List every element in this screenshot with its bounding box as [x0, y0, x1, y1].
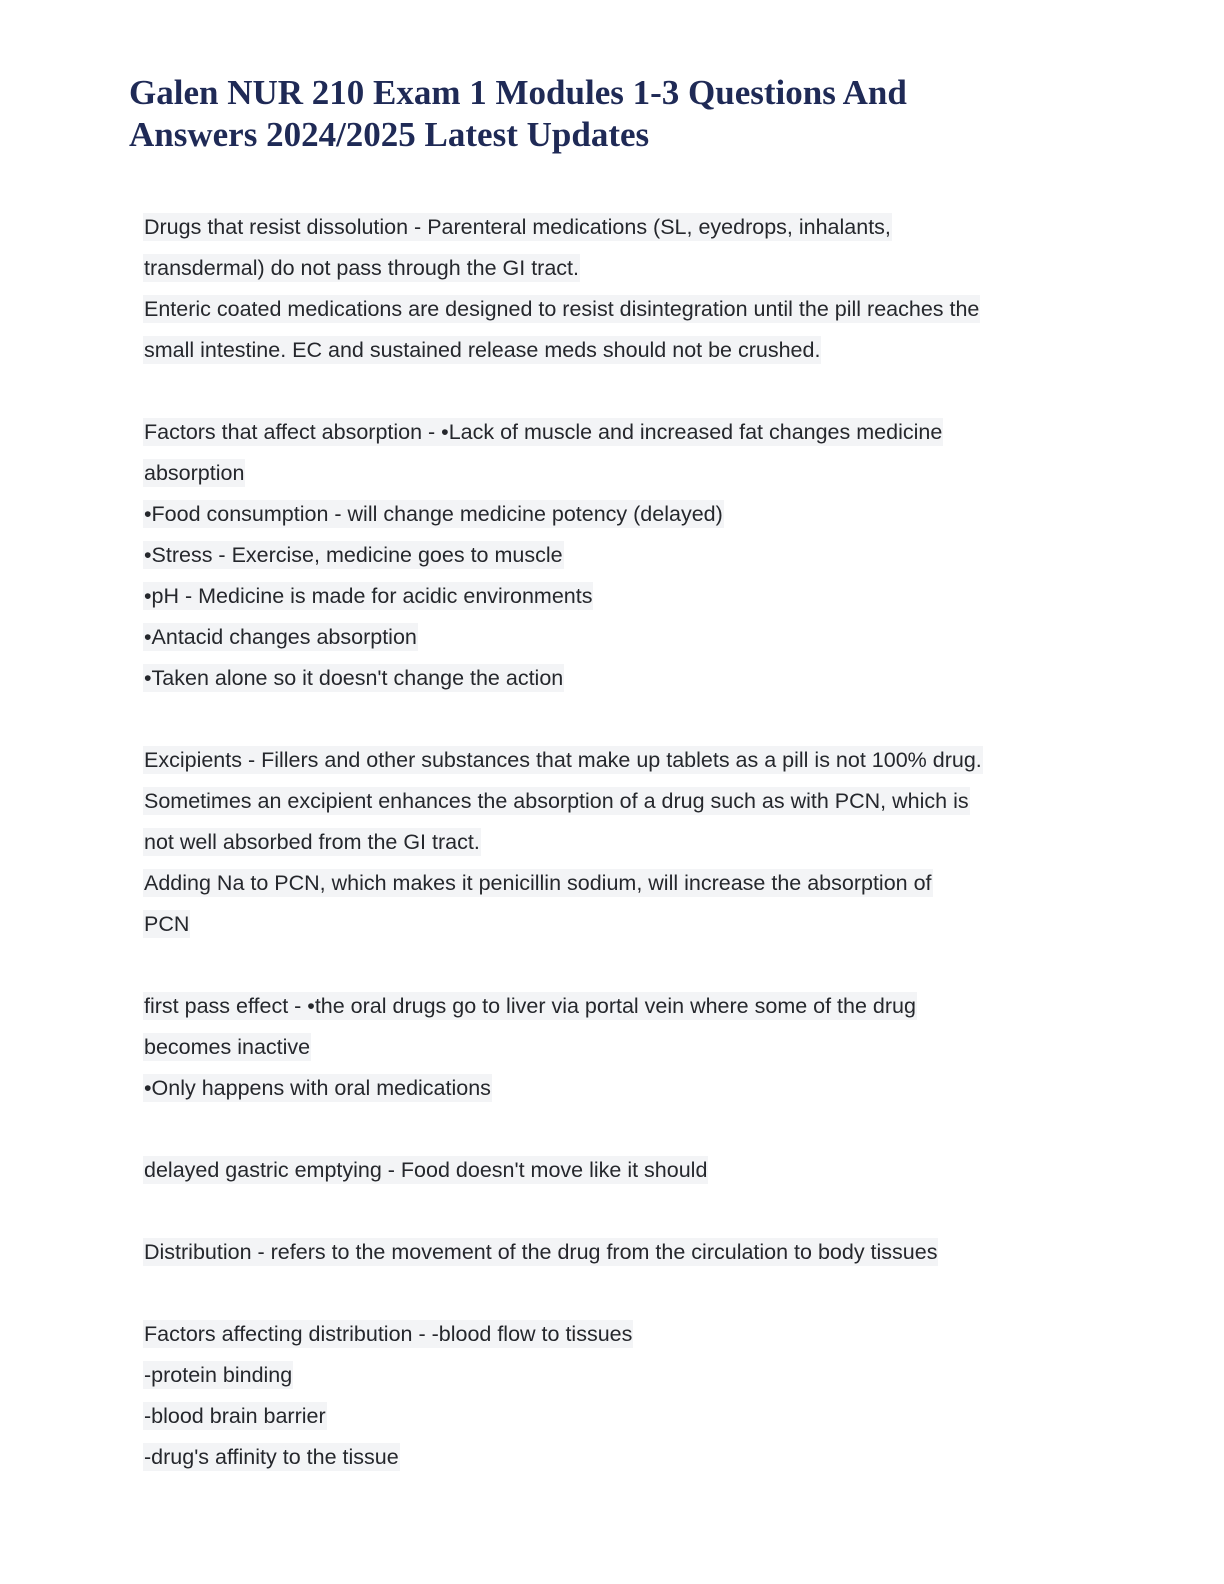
- qa-entry-absorption-factors: [143, 412, 1103, 699]
- entry-line: •Antacid changes absorption: [144, 625, 417, 649]
- entry-line: Factors affecting distribution - -blood flow to tissues: [144, 1322, 633, 1346]
- entry-line: Excipients - Fillers and other substances that make up tablets as a pill is not 100% drug.: [144, 748, 982, 772]
- entry-line: first pass effect - •the oral drugs go to liver via portal vein where some of the drug: [144, 994, 916, 1018]
- entry-line: •Taken alone so it doesn't change the action: [144, 666, 564, 690]
- entry-line: •Food consumption - will change medicine potency (delayed): [144, 502, 723, 526]
- entry-line: Sometimes an excipient enhances the absorption of a drug such as with PCN, which is: [144, 789, 969, 813]
- entry-line: Drugs that resist dissolution - Parenteral medications (SL, eyedrops, inhalants,: [144, 215, 891, 239]
- qa-entry-first-pass-effect: [143, 986, 1103, 1109]
- qa-entry-distribution-factors: [143, 1314, 1103, 1478]
- document-body: [143, 207, 1103, 1519]
- entry-line: •Stress - Exercise, medicine goes to muscle: [144, 543, 563, 567]
- entry-line: absorption: [144, 461, 245, 485]
- entry-line: small intestine. EC and sustained release meds should not be crushed.: [144, 338, 821, 362]
- qa-entry-distribution: [143, 1232, 1103, 1273]
- entry-line: -drug's affinity to the tissue: [144, 1445, 399, 1469]
- entry-line: Distribution - refers to the movement of the drug from the circulation to body tissues: [144, 1240, 938, 1264]
- qa-entry-excipients: [143, 740, 1103, 945]
- entry-line: Factors that affect absorption - •Lack of muscle and increased fat changes medicine: [144, 420, 943, 444]
- entry-line: not well absorbed from the GI tract.: [144, 830, 480, 854]
- entry-line: -protein binding: [144, 1363, 293, 1387]
- document-title-line: Galen NUR 210 Exam 1 Modules 1-3 Questions And: [129, 73, 907, 112]
- entry-line: •pH - Medicine is made for acidic environments: [144, 584, 593, 608]
- entry-line: -blood brain barrier: [144, 1404, 326, 1428]
- entry-line: Enteric coated medications are designed to resist disintegration until the pill reaches the: [144, 297, 980, 321]
- entry-line: •Only happens with oral medications: [144, 1076, 491, 1100]
- document-title: [129, 72, 1109, 156]
- document-title-line: Answers 2024/2025 Latest Updates: [129, 115, 650, 154]
- qa-entry-dissolution: [143, 207, 1103, 371]
- entry-line: becomes inactive: [144, 1035, 311, 1059]
- entry-line: Adding Na to PCN, which makes it penicillin sodium, will increase the absorption of: [144, 871, 932, 895]
- entry-line: PCN: [144, 912, 190, 936]
- qa-entry-delayed-gastric-emptying: [143, 1150, 1103, 1191]
- entry-line: transdermal) do not pass through the GI tract.: [144, 256, 579, 280]
- entry-line: delayed gastric emptying - Food doesn't move like it should: [144, 1158, 708, 1182]
